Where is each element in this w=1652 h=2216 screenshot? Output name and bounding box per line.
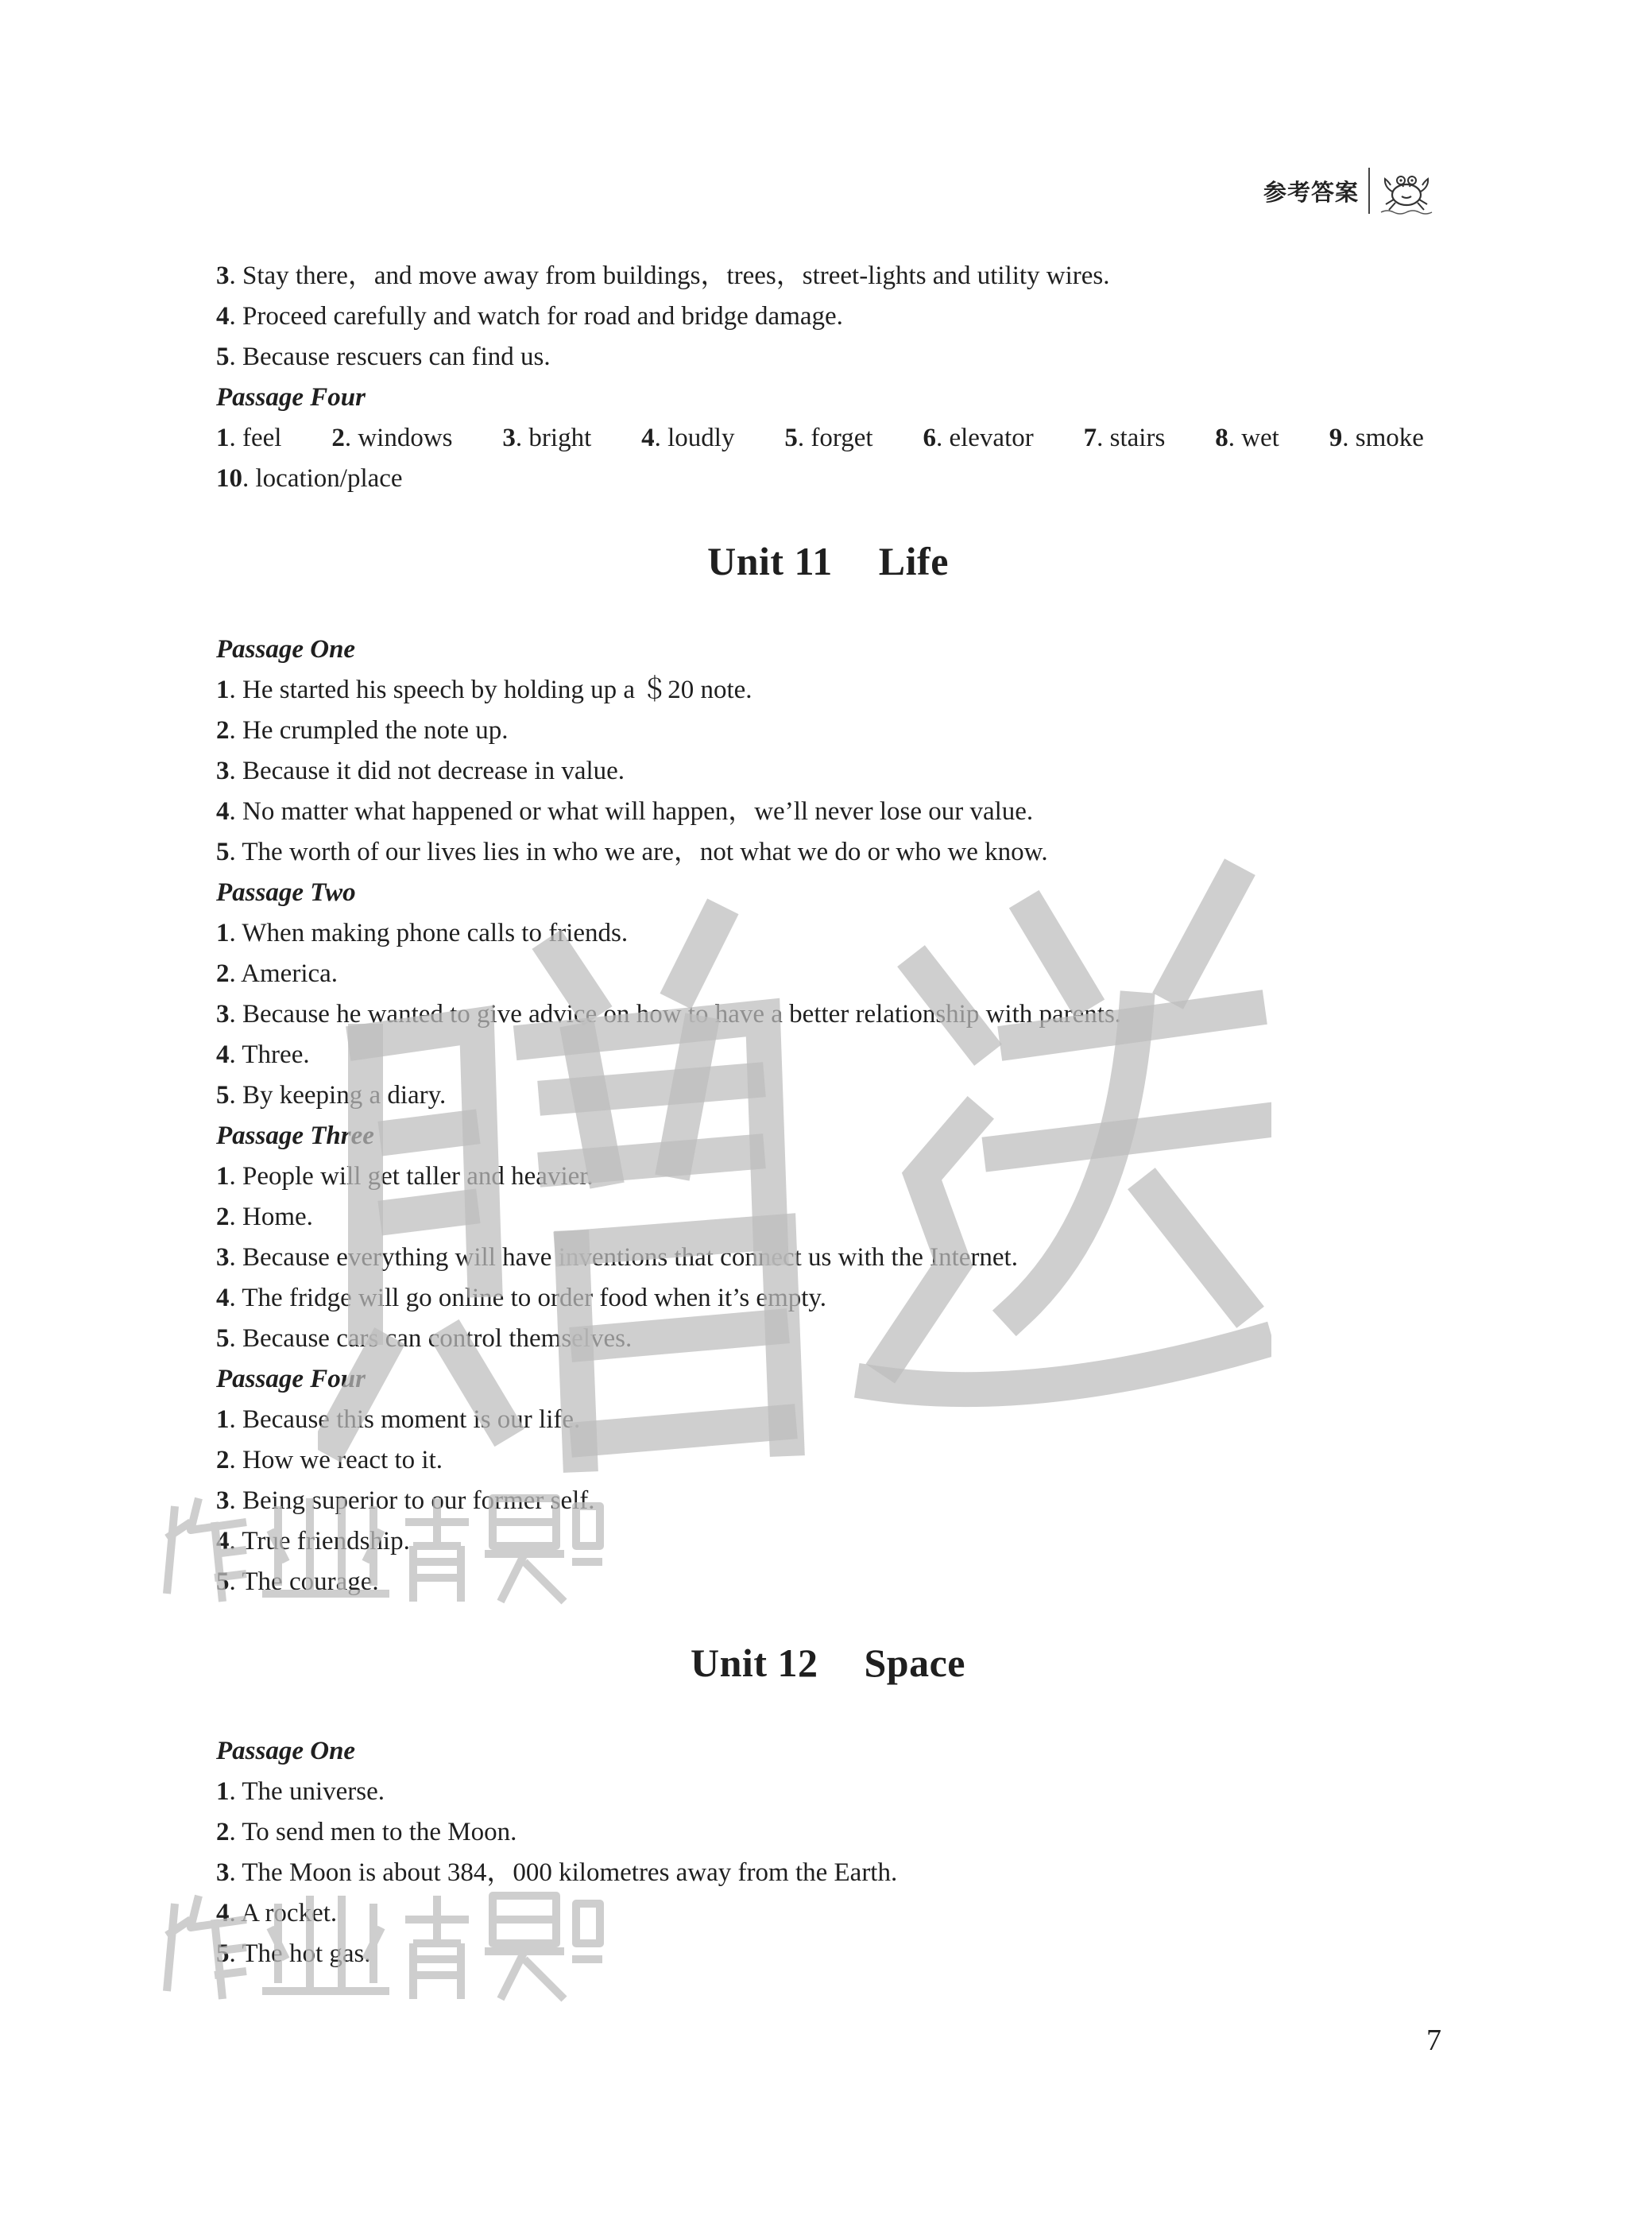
passage-title: Passage One: [216, 635, 356, 664]
answer-line: 4. Proceed carefully and watch for road and bridge damage.: [216, 302, 843, 331]
answer-line: 3. Being superior to our former self.: [216, 1486, 595, 1515]
passage-title: Passage Two: [216, 878, 356, 907]
word-answer: 8. wet: [1215, 424, 1279, 452]
header-divider: [1368, 168, 1370, 214]
answer-line: 1. When making phone calls to friends.: [216, 919, 629, 947]
word-answer: 9. smoke: [1329, 424, 1424, 452]
page-header: [1263, 163, 1446, 219]
word-answer: 6. elevator: [923, 424, 1034, 452]
crab-cartoon-icon: [1378, 166, 1435, 215]
passage-title: Passage One: [216, 1737, 356, 1765]
answer-line: 5. Because rescuers can find us.: [216, 343, 551, 371]
word-answer: 4. loudly: [641, 424, 735, 452]
passage-title: Passage Three: [216, 1122, 374, 1150]
answer-line: 4. True friendship.: [216, 1527, 410, 1555]
word-answers-row: [216, 418, 1424, 459]
answer-line: 5. The hot gas.: [216, 1939, 371, 1968]
answer-line: 3. Because it did not decrease in value.: [216, 757, 625, 785]
answer-line: 3. Because he wanted to give advice on how to have a better relationship with parents.: [216, 1000, 1122, 1029]
word-answer: 5. forget: [784, 424, 873, 452]
passage-title: Passage Four: [216, 383, 366, 412]
answer-line: 3. Stay there，and move away from buildings，trees，street-lights and utility wires.: [216, 262, 1110, 290]
page-number: 7: [1426, 2024, 1441, 2057]
answer-line: 2. How we react to it.: [216, 1446, 443, 1474]
answer-line: 10. location/place: [216, 464, 403, 493]
answer-line: 5. By keeping a diary.: [216, 1081, 447, 1110]
answer-line: 4. Three.: [216, 1040, 310, 1069]
answer-line: 4. The fridge will go online to order food when it’s empty.: [216, 1284, 827, 1312]
answer-line: 1. He started his speech by holding up a ＄20 note.: [216, 676, 752, 704]
answer-line: 3. Because everything will have inventions that connect us with the Internet.: [216, 1243, 1018, 1272]
answer-line: 1. The universe.: [216, 1777, 385, 1806]
answer-line: 3. The Moon is about 384，000 kilometres away from the Earth.: [216, 1858, 898, 1887]
answer-line: 1. Because this moment is our life.: [216, 1405, 581, 1434]
answer-line: 4. A rocket.: [216, 1899, 338, 1927]
word-answer: 1. feel: [216, 424, 282, 452]
answer-line: 2. America.: [216, 959, 339, 988]
word-answer: 3. bright: [502, 424, 592, 452]
answer-line: 5. The worth of our lives lies in who we are，not what we do or who we know.: [216, 838, 1048, 866]
answer-line: 5. The courage.: [216, 1567, 379, 1596]
answer-line: 4. No matter what happened or what will happen，we’ll never lose our value.: [216, 797, 1034, 826]
answer-line: 1. People will get taller and heavier.: [216, 1162, 594, 1191]
word-answer: 2. windows: [331, 424, 453, 452]
answer-line: 5. Because cars can control themselves.: [216, 1324, 633, 1353]
unit-12-title: Unit 12 Space: [691, 1641, 965, 1685]
answer-line: 2. To send men to the Moon.: [216, 1818, 517, 1846]
unit-11-title: Unit 11 Life: [707, 539, 949, 583]
passage-title: Passage Four: [216, 1365, 366, 1393]
answer-content: [216, 256, 1456, 1974]
answer-line: 2. He crumpled the note up.: [216, 716, 509, 745]
word-answer: 7. stairs: [1083, 424, 1166, 452]
answer-line: 2. Home.: [216, 1203, 313, 1231]
header-label: 参考答案: [1263, 178, 1360, 206]
